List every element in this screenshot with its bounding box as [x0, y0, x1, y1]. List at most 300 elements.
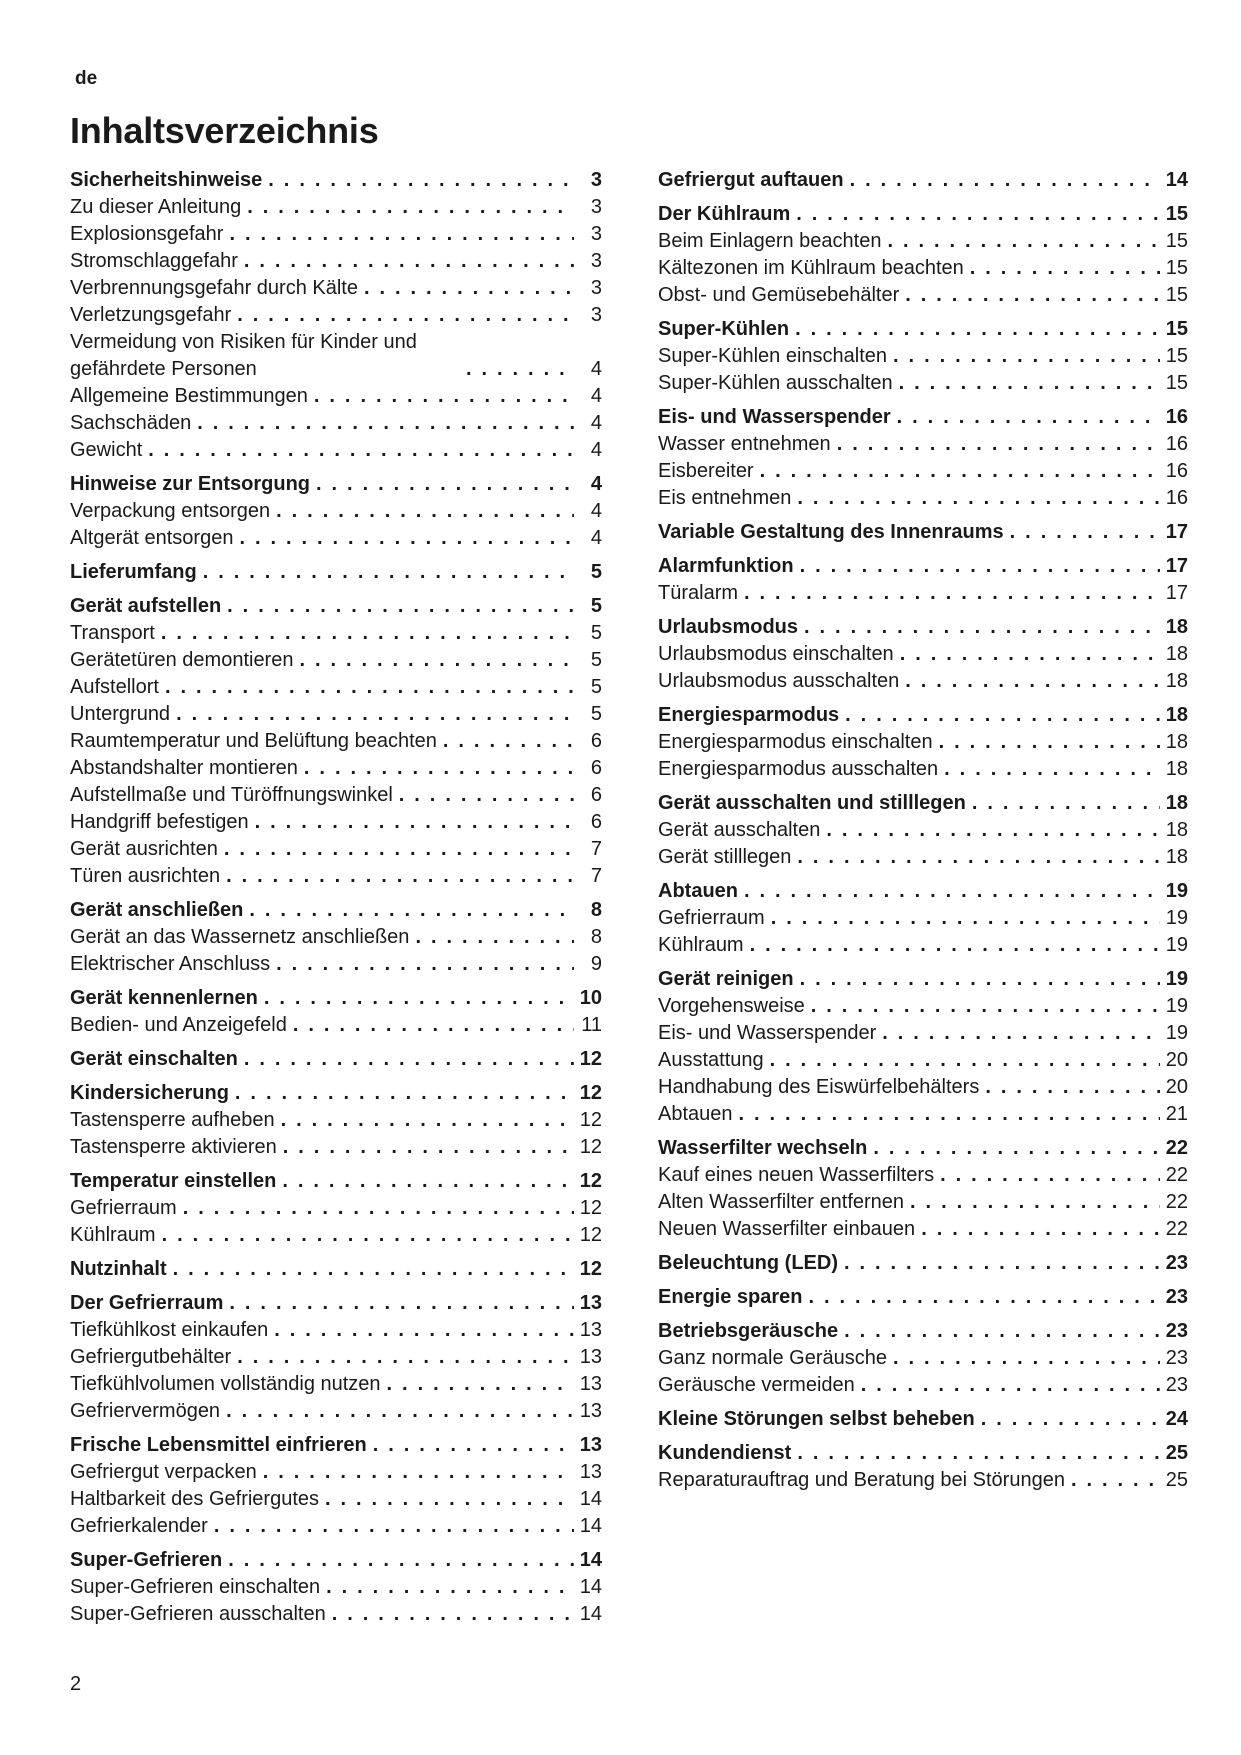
toc-page-number: 19	[1165, 968, 1188, 990]
toc-page-number: 18	[1165, 616, 1188, 638]
toc-chapter[interactable]	[70, 1432, 602, 1459]
toc-entry[interactable]	[70, 329, 602, 383]
toc-entry-label: Super-Gefrieren einschalten	[70, 1576, 321, 1598]
leader-dots	[1071, 1467, 1160, 1494]
toc-page-number: 5	[590, 561, 602, 583]
toc-entry-label: Kühlraum	[658, 934, 744, 956]
toc-chapter[interactable]	[70, 1290, 602, 1317]
toc-page-number: 19	[1165, 934, 1188, 956]
toc-page-number: 9	[590, 953, 602, 975]
toc-entry[interactable]	[70, 620, 602, 647]
toc-entry[interactable]	[70, 437, 602, 464]
leader-dots	[293, 1012, 574, 1039]
page-title: Inhaltsverzeichnis	[70, 110, 379, 151]
toc-entry[interactable]	[70, 1317, 602, 1344]
toc-page-number: 12	[579, 1109, 602, 1131]
toc-page-number: 7	[590, 838, 602, 860]
toc-entry[interactable]	[658, 458, 1188, 485]
toc-entry[interactable]	[658, 1372, 1188, 1399]
toc-page-number: 3	[590, 223, 602, 245]
toc-entry-label: Tiefkühlvolumen vollständig nutzen	[70, 1373, 381, 1395]
toc-page-number: 6	[590, 784, 602, 806]
toc-page-number: 14	[579, 1488, 602, 1510]
leader-dots	[247, 194, 574, 221]
toc-entry-label: Energiesparmodus einschalten	[658, 731, 933, 753]
toc-entry[interactable]	[658, 1074, 1188, 1101]
toc-section	[658, 1440, 1188, 1494]
toc-entry[interactable]	[70, 924, 602, 951]
toc-page-number: 12	[579, 1258, 602, 1280]
toc-page-number: 25	[1165, 1469, 1188, 1491]
leader-dots	[162, 1222, 574, 1249]
toc-entry-label: Tiefkühlkost einkaufen	[70, 1319, 269, 1341]
toc-entry-label: Kauf eines neuen Wasserfilters	[658, 1164, 935, 1186]
toc-entry-label: Aufstellort	[70, 676, 159, 698]
toc-entry-label: Gerät an das Wassernetz anschließen	[70, 926, 410, 948]
toc-page-number: 4	[590, 412, 602, 434]
leader-dots	[837, 431, 1160, 458]
toc-entry-label: Gefriergutbehälter	[70, 1346, 232, 1368]
toc-chapter[interactable]	[658, 1406, 1188, 1433]
toc-page-number: 14	[579, 1603, 602, 1625]
toc-chapter[interactable]	[658, 1284, 1188, 1311]
toc-page-number: 15	[1165, 257, 1188, 279]
leader-dots	[229, 1290, 573, 1317]
toc-entry-label: Gefrierraum	[658, 907, 765, 929]
leader-dots	[183, 1195, 574, 1222]
toc-entry-label: Explosionsgefahr	[70, 223, 224, 245]
leader-dots	[268, 167, 574, 194]
toc-chapter-label: Der Gefrierraum	[70, 1292, 224, 1314]
toc-entry[interactable]	[70, 1107, 602, 1134]
toc-section	[70, 1432, 602, 1540]
toc-chapter-label: Betriebsgeräusche	[658, 1320, 839, 1342]
toc-entry[interactable]	[658, 282, 1188, 309]
toc-entry[interactable]	[70, 1486, 602, 1513]
toc-entry[interactable]	[70, 728, 602, 755]
toc-page-number: 5	[590, 595, 602, 617]
toc-page-number: 15	[1165, 284, 1188, 306]
toc-entry[interactable]	[70, 755, 602, 782]
toc-entry-label: Sachschäden	[70, 412, 192, 434]
leader-dots	[283, 1134, 574, 1161]
toc-chapter[interactable]	[70, 1168, 602, 1195]
toc-entry[interactable]	[658, 1467, 1188, 1494]
toc-chapter[interactable]	[658, 519, 1188, 546]
toc-entry[interactable]	[70, 1513, 602, 1540]
toc-entry[interactable]	[70, 1371, 602, 1398]
toc-entry[interactable]	[658, 485, 1188, 512]
leader-dots	[797, 1440, 1159, 1467]
toc-entry[interactable]	[70, 525, 602, 552]
leader-dots	[899, 370, 1160, 397]
toc-entry[interactable]	[70, 248, 602, 275]
toc-chapter[interactable]	[70, 897, 602, 924]
toc-entry[interactable]	[70, 1195, 602, 1222]
toc-chapter[interactable]	[70, 985, 602, 1012]
toc-page-number: 3	[590, 277, 602, 299]
toc-entry-label: Reparaturauftrag und Beratung bei Störungen	[658, 1469, 1065, 1491]
toc-page-number: 14	[579, 1576, 602, 1598]
toc-entry[interactable]	[70, 863, 602, 890]
leader-dots	[744, 878, 1160, 905]
toc-section	[70, 1046, 602, 1073]
toc-chapter[interactable]	[658, 966, 1188, 993]
leader-dots	[796, 201, 1160, 228]
toc-entry[interactable]	[70, 302, 602, 329]
leader-dots	[237, 302, 574, 329]
toc-chapter-label: Super-Gefrieren	[70, 1549, 223, 1571]
toc-entry[interactable]	[70, 1398, 602, 1425]
toc-page-number: 16	[1165, 433, 1188, 455]
toc-chapter[interactable]	[658, 1135, 1188, 1162]
toc-chapter[interactable]	[70, 167, 602, 194]
toc-page-number: 5	[590, 622, 602, 644]
toc-section	[658, 966, 1188, 1128]
toc-entry-label: Bedien- und Anzeigefeld	[70, 1014, 287, 1036]
toc-chapter[interactable]	[70, 471, 602, 498]
toc-chapter-label: Frische Lebensmittel einfrieren	[70, 1434, 367, 1456]
toc-section	[70, 1256, 602, 1283]
toc-entry[interactable]	[70, 836, 602, 863]
toc-section	[70, 1290, 602, 1425]
toc-chapter-label: Gerät einschalten	[70, 1048, 238, 1070]
leader-dots	[760, 458, 1160, 485]
toc-chapter[interactable]	[658, 790, 1188, 817]
toc-page-number: 23	[1165, 1347, 1188, 1369]
toc-chapter[interactable]	[70, 559, 602, 586]
toc-entry[interactable]	[658, 905, 1188, 932]
leader-dots	[263, 1459, 574, 1486]
toc-chapter[interactable]	[70, 1080, 602, 1107]
leader-dots	[939, 729, 1160, 756]
leader-dots	[255, 809, 574, 836]
toc-entry[interactable]	[658, 343, 1188, 370]
toc-page-number: 20	[1165, 1049, 1188, 1071]
leader-dots	[227, 593, 574, 620]
toc-page-number: 13	[579, 1434, 602, 1456]
toc-entry[interactable]	[658, 1216, 1188, 1243]
leader-dots	[276, 498, 574, 525]
toc-entry-label: Super-Kühlen einschalten	[658, 345, 888, 367]
toc-entry[interactable]	[70, 951, 602, 978]
toc-entry-label: Kältezonen im Kühlraum beachten	[658, 257, 964, 279]
leader-dots	[237, 1344, 574, 1371]
toc-entry[interactable]	[658, 932, 1188, 959]
toc-chapter[interactable]	[70, 1256, 602, 1283]
toc-entry-label: Vermeidung von Risiken für Kinder und gefährdete Personen	[70, 331, 417, 380]
leader-dots	[387, 1371, 574, 1398]
toc-section	[658, 553, 1188, 607]
toc-page-number: 13	[579, 1400, 602, 1422]
leader-dots	[176, 701, 574, 728]
toc-entry-label: Abtauen	[658, 1103, 733, 1125]
toc-page-number: 19	[1165, 907, 1188, 929]
toc-page-number: 13	[579, 1346, 602, 1368]
leader-dots	[161, 620, 574, 647]
leader-dots	[203, 559, 574, 586]
leader-dots	[905, 282, 1160, 309]
toc-entry-label: Untergrund	[70, 703, 171, 725]
leader-dots	[373, 1432, 574, 1459]
toc-page-number: 4	[590, 500, 602, 522]
toc-entry[interactable]	[70, 1574, 602, 1601]
toc-section	[658, 1135, 1188, 1243]
toc-section	[658, 1406, 1188, 1433]
toc-chapter[interactable]	[658, 1250, 1188, 1277]
toc-chapter-label: Energiesparmodus	[658, 704, 840, 726]
toc-page-number: 6	[590, 757, 602, 779]
toc-entry-label: Energiesparmodus ausschalten	[658, 758, 939, 780]
leader-dots	[325, 1486, 574, 1513]
toc-entry-label: Ganz normale Geräusche	[658, 1347, 888, 1369]
toc-chapter[interactable]	[70, 1547, 602, 1574]
toc-entry-label: Eisbereiter	[658, 460, 754, 482]
toc-page-number: 23	[1165, 1286, 1188, 1308]
toc-entry[interactable]	[658, 668, 1188, 695]
leader-dots	[893, 343, 1160, 370]
toc-chapter-label: Kindersicherung	[70, 1082, 229, 1104]
toc-entry[interactable]	[70, 701, 602, 728]
leader-dots	[800, 553, 1160, 580]
toc-entry[interactable]	[658, 255, 1188, 282]
toc-section	[658, 1284, 1188, 1311]
toc-entry[interactable]	[70, 194, 602, 221]
leader-dots	[921, 1216, 1160, 1243]
toc-entry-label: Elektrischer Anschluss	[70, 953, 271, 975]
toc-entry[interactable]	[658, 228, 1188, 255]
toc-section	[70, 1547, 602, 1628]
toc-entry[interactable]	[70, 221, 602, 248]
toc-chapter-label: Gerät reinigen	[658, 968, 794, 990]
toc-page-number: 16	[1165, 460, 1188, 482]
toc-page-number: 22	[1165, 1191, 1188, 1213]
toc-entry[interactable]	[70, 1601, 602, 1628]
toc-chapter[interactable]	[658, 614, 1188, 641]
leader-dots	[873, 1135, 1159, 1162]
toc-entry[interactable]	[70, 498, 602, 525]
toc-entry[interactable]	[70, 1344, 602, 1371]
leader-dots	[900, 641, 1160, 668]
leader-dots	[332, 1601, 574, 1628]
toc-chapter-label: Sicherheitshinweise	[70, 169, 263, 191]
toc-section	[658, 1318, 1188, 1399]
toc-entry[interactable]	[658, 844, 1188, 871]
toc-page-number: 12	[579, 1170, 602, 1192]
leader-dots	[1010, 519, 1160, 546]
toc-page-number: 17	[1165, 521, 1188, 543]
toc-chapter-label: Variable Gestaltung des Innenraums	[658, 521, 1004, 543]
toc-entry[interactable]	[658, 817, 1188, 844]
leader-dots	[281, 1107, 574, 1134]
leader-dots	[800, 966, 1160, 993]
toc-section	[658, 404, 1188, 512]
toc-chapter-label: Der Kühlraum	[658, 203, 791, 225]
toc-page-number: 13	[579, 1319, 602, 1341]
toc-page-number: 22	[1165, 1218, 1188, 1240]
leader-dots	[316, 471, 574, 498]
toc-chapter[interactable]	[658, 1318, 1188, 1345]
toc-page-number: 12	[579, 1082, 602, 1104]
toc-left-column	[70, 167, 602, 1635]
leader-dots	[739, 1101, 1160, 1128]
toc-chapter[interactable]	[658, 201, 1188, 228]
toc-page-number: 16	[1165, 487, 1188, 509]
toc-page-number: 20	[1165, 1076, 1188, 1098]
toc-entry[interactable]	[70, 782, 602, 809]
toc-entry[interactable]	[658, 756, 1188, 783]
toc-section	[658, 201, 1188, 309]
toc-entry-label: Eis entnehmen	[658, 487, 792, 509]
toc-page-number: 19	[1165, 1022, 1188, 1044]
leader-dots	[304, 755, 574, 782]
toc-entry-label: Gerät ausschalten	[658, 819, 821, 841]
toc-chapter-label: Lieferumfang	[70, 561, 197, 583]
toc-page-number: 18	[1165, 758, 1188, 780]
toc-entry[interactable]	[70, 674, 602, 701]
toc-entry[interactable]	[658, 431, 1188, 458]
toc-section	[658, 167, 1188, 194]
toc-page-number: 23	[1165, 1320, 1188, 1342]
toc-entry-label: Super-Gefrieren ausschalten	[70, 1603, 326, 1625]
toc-entry[interactable]	[70, 809, 602, 836]
toc-entry[interactable]	[658, 370, 1188, 397]
toc-entry[interactable]	[658, 641, 1188, 668]
toc-chapter[interactable]	[658, 553, 1188, 580]
toc-page-number: 23	[1165, 1374, 1188, 1396]
leader-dots	[944, 756, 1160, 783]
toc-page-number: 13	[579, 1292, 602, 1314]
toc-entry[interactable]	[70, 647, 602, 674]
toc-section	[70, 1080, 602, 1161]
toc-page-number: 21	[1165, 1103, 1188, 1125]
toc-chapter-label: Eis- und Wasserspender	[658, 406, 891, 428]
leader-dots	[282, 1168, 573, 1195]
leader-dots	[795, 316, 1160, 343]
leader-dots	[466, 356, 574, 383]
toc-entry-label: Obst- und Gemüsebehälter	[658, 284, 900, 306]
toc-entry[interactable]	[658, 729, 1188, 756]
toc-page-number: 17	[1165, 555, 1188, 577]
toc-page-number: 16	[1165, 406, 1188, 428]
toc-entry-label: Vorgehensweise	[658, 995, 805, 1017]
toc-entry-label: Super-Kühlen ausschalten	[658, 372, 893, 394]
toc-page-number: 3	[590, 304, 602, 326]
toc-chapter[interactable]	[70, 593, 602, 620]
toc-page-number: 23	[1165, 1252, 1188, 1274]
toc-page-number: 22	[1165, 1164, 1188, 1186]
toc-chapter-label: Gerät aufstellen	[70, 595, 222, 617]
toc-entry[interactable]	[70, 1012, 602, 1039]
toc-page-number: 25	[1165, 1442, 1188, 1464]
toc-entry-label: Gerät stilllegen	[658, 846, 792, 868]
toc-entry[interactable]	[658, 1047, 1188, 1074]
toc-entry[interactable]	[70, 1459, 602, 1486]
leader-dots	[744, 580, 1160, 607]
toc-entry-label: Abstandshalter montieren	[70, 757, 298, 779]
leader-dots	[415, 924, 574, 951]
toc-chapter[interactable]	[658, 404, 1188, 431]
toc-chapter[interactable]	[658, 167, 1188, 194]
toc-chapter[interactable]	[658, 316, 1188, 343]
toc-entry-label: Tastensperre aufheben	[70, 1109, 275, 1131]
toc-entry[interactable]	[658, 1189, 1188, 1216]
leader-dots	[905, 668, 1160, 695]
toc-entry-label: Gerät ausrichten	[70, 838, 218, 860]
toc-page-number: 15	[1165, 203, 1188, 225]
leader-dots	[276, 951, 574, 978]
toc-entry[interactable]	[658, 580, 1188, 607]
toc-entry[interactable]	[70, 383, 602, 410]
toc-chapter-label: Nutzinhalt	[70, 1258, 167, 1280]
toc-entry[interactable]	[658, 1162, 1188, 1189]
toc-entry[interactable]	[658, 1101, 1188, 1128]
toc-page-number: 8	[590, 926, 602, 948]
leader-dots	[314, 383, 574, 410]
toc-page-number: 24	[1165, 1408, 1188, 1430]
toc-entry-label: Beim Einlagern beachten	[658, 230, 882, 252]
toc-chapter[interactable]	[70, 1046, 602, 1073]
leader-dots	[897, 404, 1160, 431]
toc-chapter-label: Urlaubsmodus	[658, 616, 799, 638]
toc-page-number: 7	[590, 865, 602, 887]
toc-page-number: 12	[579, 1048, 602, 1070]
toc-page-number: 19	[1165, 995, 1188, 1017]
leader-dots	[224, 836, 574, 863]
toc-section	[70, 985, 602, 1039]
toc-chapter-label: Gerät anschließen	[70, 899, 244, 921]
toc-entry-label: Altgerät entsorgen	[70, 527, 234, 549]
toc-page-number: 18	[1165, 731, 1188, 753]
toc-entry-label: Handgriff befestigen	[70, 811, 249, 833]
toc-chapter-label: Gefriergut auftauen	[658, 169, 844, 191]
toc-entry[interactable]	[70, 410, 602, 437]
toc-entry[interactable]	[70, 1222, 602, 1249]
leader-dots	[197, 410, 574, 437]
toc-entry-label: Geräusche vermeiden	[658, 1374, 855, 1396]
toc-entry[interactable]	[658, 1345, 1188, 1372]
toc-page-number: 17	[1165, 582, 1188, 604]
toc-page-number: 15	[1165, 230, 1188, 252]
leader-dots	[229, 221, 574, 248]
toc-page-number: 22	[1165, 1137, 1188, 1159]
toc-page-number: 13	[579, 1461, 602, 1483]
toc-entry-label: Aufstellmaße und Türöffnungswinkel	[70, 784, 393, 806]
toc-chapter-label: Kundendienst	[658, 1442, 792, 1464]
leader-dots	[326, 1574, 574, 1601]
page-number: 2	[70, 1673, 82, 1695]
toc-chapter-label: Alarmfunktion	[658, 555, 794, 577]
toc-entry[interactable]	[70, 1134, 602, 1161]
toc-chapter[interactable]	[658, 702, 1188, 729]
toc-chapter[interactable]	[658, 878, 1188, 905]
leader-dots	[148, 437, 574, 464]
toc-entry[interactable]	[658, 993, 1188, 1020]
leader-dots	[811, 993, 1160, 1020]
leader-dots	[972, 790, 1160, 817]
leader-dots	[244, 248, 574, 275]
leader-dots	[770, 1047, 1160, 1074]
toc-page-number: 14	[579, 1515, 602, 1537]
toc-entry[interactable]	[658, 1020, 1188, 1047]
toc-section	[658, 1250, 1188, 1277]
toc-chapter-label: Wasserfilter wechseln	[658, 1137, 868, 1159]
toc-chapter-label: Super-Kühlen	[658, 318, 790, 340]
toc-entry[interactable]	[70, 275, 602, 302]
language-code: de	[75, 68, 98, 89]
toc-page-number: 15	[1165, 345, 1188, 367]
toc-chapter[interactable]	[658, 1440, 1188, 1467]
